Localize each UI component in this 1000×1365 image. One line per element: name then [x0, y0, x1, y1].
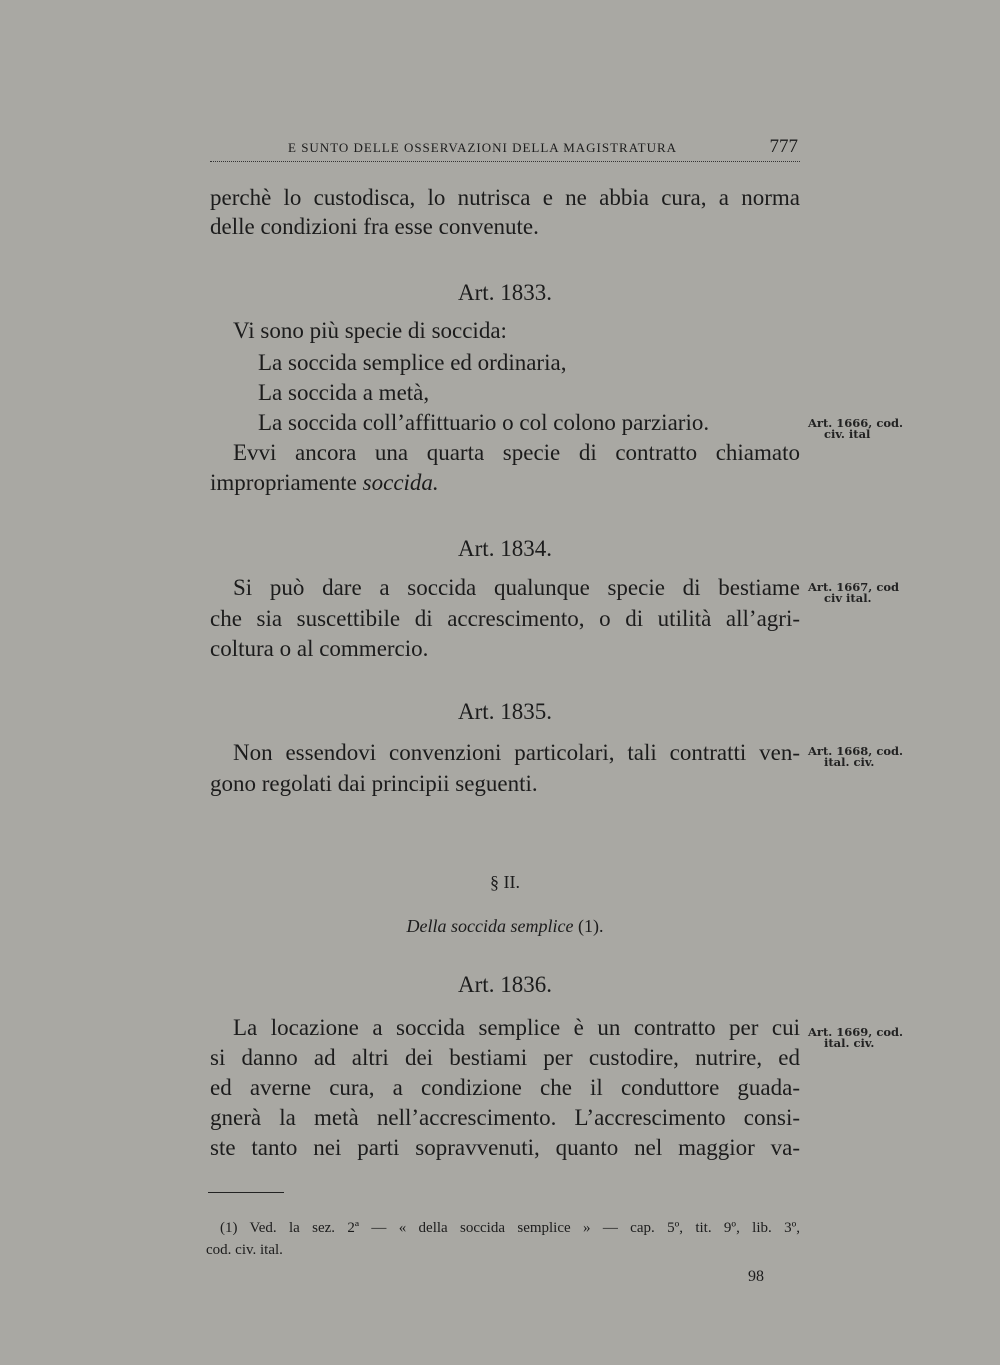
body-line: gnerà la metà nell’accrescimento. L’accrescimento consi-	[210, 1105, 800, 1130]
body-line: ste tanto nei parti sopravvenuti, quanto nel maggior va-	[210, 1135, 800, 1160]
article-heading-1834: Art. 1834.	[458, 536, 552, 561]
article-heading-1833: Art. 1833.	[458, 280, 552, 305]
body-line: Vi sono più specie di soccida:	[233, 318, 507, 343]
article-heading-1836: Art. 1836.	[458, 972, 552, 997]
margin-note-line: ital. civ.	[824, 1036, 875, 1050]
margin-note-line: civ. ital	[824, 427, 871, 441]
body-line	[210, 470, 439, 496]
body-line: ed averne cura, a condizione che il conduttore guada-	[210, 1075, 800, 1100]
body-line: La soccida a metà,	[258, 380, 430, 405]
margin-note-line: Art. 1666, cod.	[808, 416, 904, 430]
signature-number: 98	[748, 1268, 764, 1285]
margin-note-1834	[808, 582, 899, 604]
margin-note-1833	[808, 418, 903, 440]
body-line: Evvi ancora una quarta specie di contratto chiamato	[233, 440, 800, 465]
body-line: delle condizioni fra esse convenute.	[210, 214, 539, 239]
article-heading-1835: Art. 1835.	[458, 699, 552, 724]
footnote-line: (1) Ved. la sez. 2ª — « della soccida semplice » — cap. 5º, tit. 9º, lib. 3º,	[220, 1220, 800, 1236]
body-line: gono regolati dai principii seguenti.	[210, 771, 538, 796]
margin-note-1836	[808, 1027, 903, 1049]
margin-note-line: Art. 1669, cod.	[808, 1025, 904, 1039]
body-line: La soccida semplice ed ordinaria,	[258, 350, 567, 375]
italic-term: soccida.	[362, 470, 439, 495]
body-line: La locazione a soccida semplice è un contratto per cui	[233, 1015, 800, 1040]
body-line: si danno ad altri dei bestiami per custodire, nutrire, ed	[210, 1045, 800, 1070]
margin-note-line: ital. civ.	[824, 755, 875, 769]
footnote-marker: (1).	[573, 916, 604, 936]
body-text: impropriamente	[210, 470, 363, 495]
body-line: perchè lo custodisca, lo nutrisca e ne abbia cura, a norma	[210, 185, 800, 210]
header-rule	[210, 161, 800, 162]
footnote-rule	[208, 1192, 284, 1193]
body-line: Non essendovi convenzioni particolari, tali contratti ven-	[233, 740, 800, 765]
section-title-text: Della soccida semplice	[406, 916, 574, 936]
margin-note-line: Art. 1668, cod.	[808, 744, 904, 758]
section-number: § II.	[490, 872, 520, 892]
running-title: E SUNTO DELLE OSSERVAZIONI DELLA MAGISTRATURA	[288, 140, 678, 155]
margin-note-1835	[808, 746, 903, 768]
body-line: che sia suscettibile di accrescimento, o di utilità all’agri-	[210, 606, 800, 631]
body-line: coltura o al commercio.	[210, 636, 429, 661]
margin-note-line: civ ital.	[824, 591, 872, 605]
body-line: Si può dare a soccida qualunque specie di bestiame	[233, 575, 800, 600]
footnote-line: cod. civ. ital.	[206, 1242, 283, 1258]
section-title	[210, 916, 800, 937]
margin-note-line: Art. 1667, cod	[808, 580, 900, 594]
body-line: La soccida coll’affittuario o col colono parziario.	[258, 410, 710, 435]
page-number: 777	[769, 136, 798, 157]
